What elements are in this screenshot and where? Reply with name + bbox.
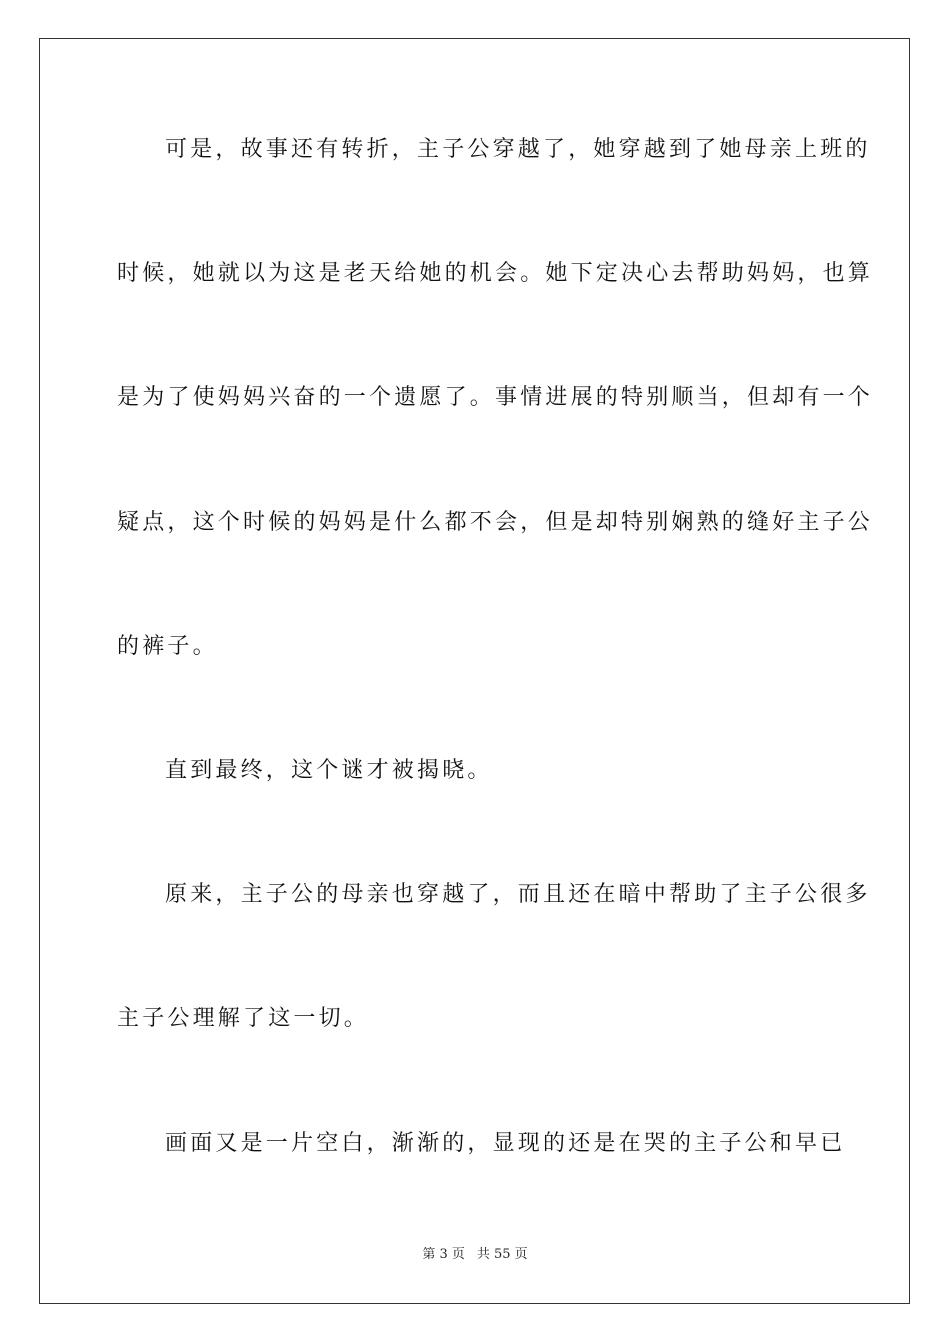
paragraph-line: 主子公理解了这一切。	[117, 1006, 370, 1031]
paragraph-line: 时候，她就以为这是老天给她的机会。她下定决心去帮助妈妈，也算	[117, 261, 874, 286]
paragraph-line: 的裤子。	[117, 634, 218, 659]
page-border	[39, 38, 910, 1304]
paragraph-line: 直到最终，这个谜才被揭晓。	[165, 758, 493, 783]
page-footer	[0, 1246, 950, 1264]
paragraph-line: 疑点，这个时候的妈妈是什么都不会，但是却特别娴熟的缝好主子公	[117, 510, 874, 535]
page-total: 共 55 页	[476, 1247, 528, 1262]
paragraph-line: 画面又是一片空白，渐渐的，显现的还是在哭的主子公和早已	[165, 1131, 846, 1156]
paragraph-line: 可是，故事还有转折，主子公穿越了，她穿越到了她母亲上班的	[165, 137, 871, 162]
paragraph-line: 是为了使妈妈兴奋的一个遗愿了。事情进展的特别顺当，但却有一个	[117, 385, 874, 410]
page-number: 第 3 页	[422, 1247, 465, 1262]
paragraph-line: 原来，主子公的母亲也穿越了，而且还在暗中帮助了主子公很多	[165, 882, 871, 907]
